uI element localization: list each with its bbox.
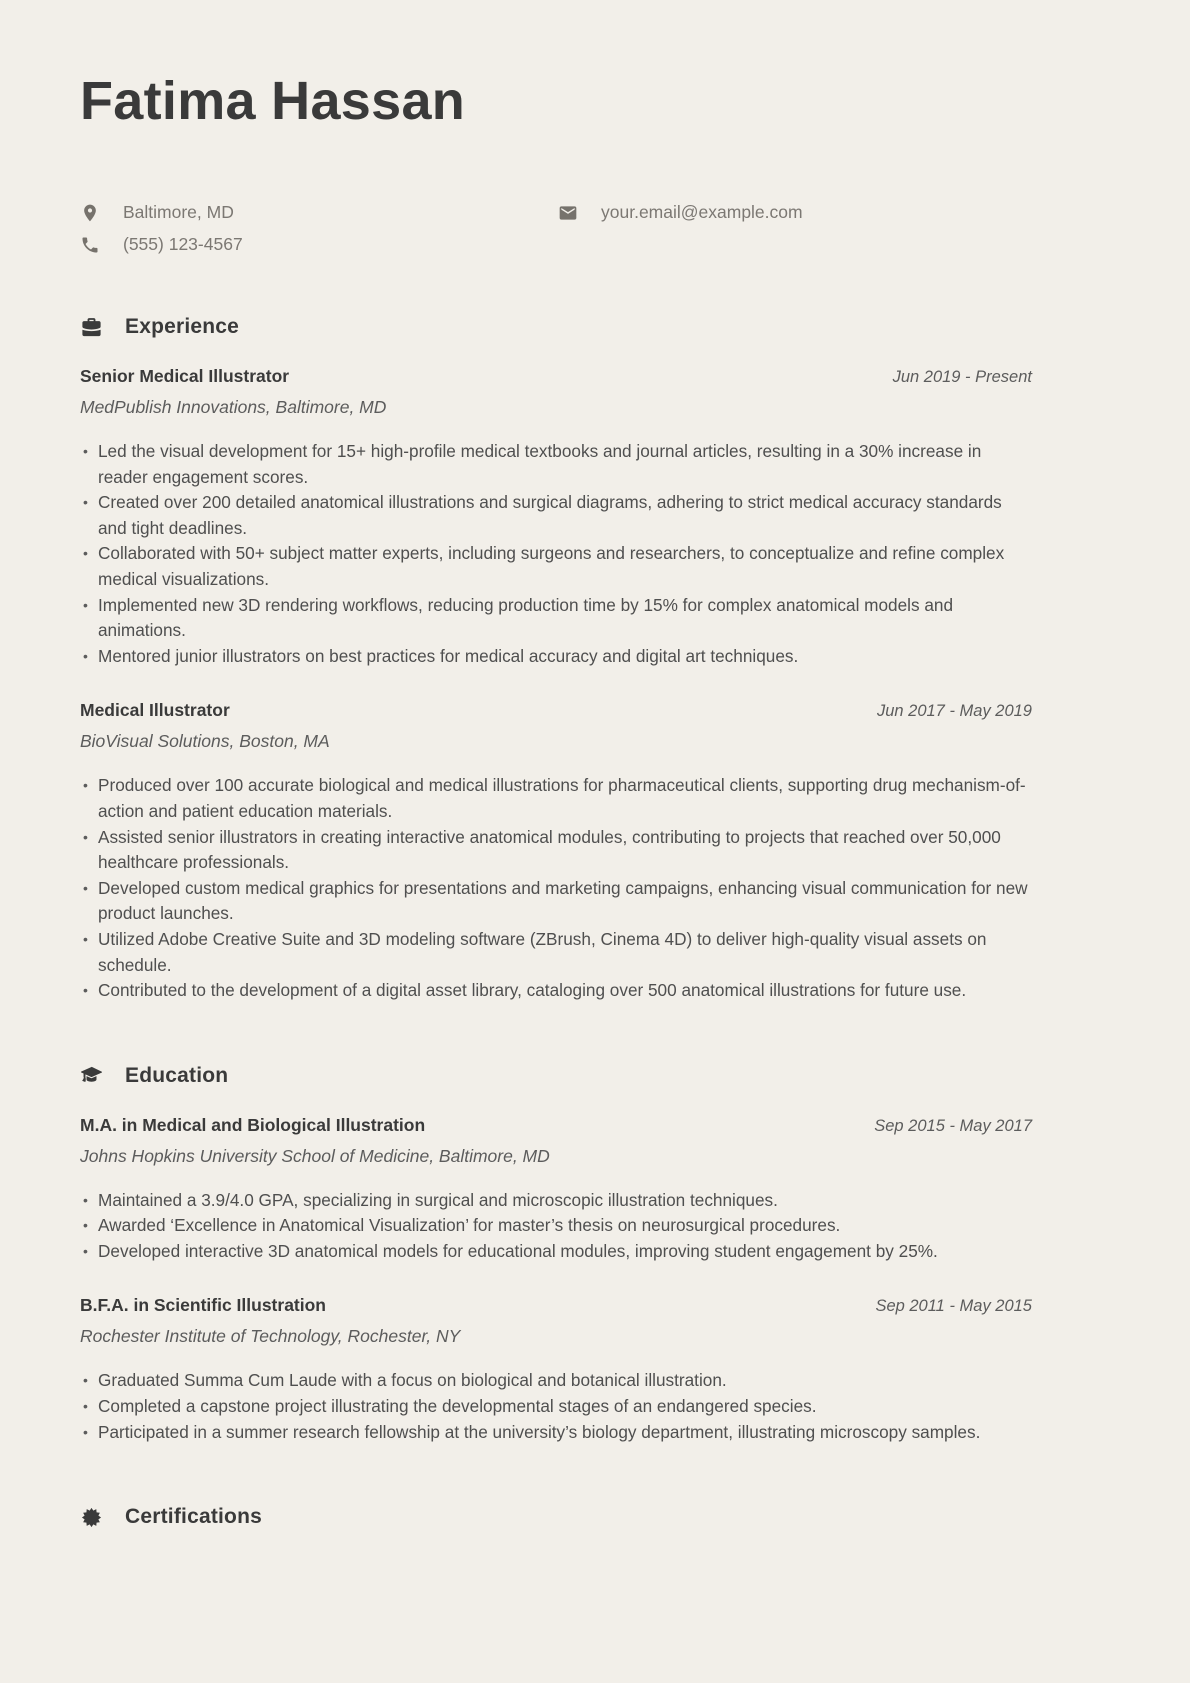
bullet-item: • Contributed to the development of a digital asset library, cataloging over 500 anatomical illustrations for future use. [80, 978, 1032, 1004]
education-header [80, 1064, 1032, 1088]
certifications-section [80, 1505, 1032, 1529]
certificate-seal-icon [80, 1506, 103, 1529]
bullet-item: • Completed a capstone project illustrating the developmental stages of an endangered species. [80, 1394, 1032, 1420]
bullet-item: • Developed interactive 3D anatomical models for educational modules, improving student engagement by 25%. [80, 1239, 1032, 1265]
education-section [80, 1064, 1032, 1446]
degree-school: Rochester Institute of Technology, Rochester, NY [80, 1326, 461, 1347]
bullet-item: • Developed custom medical graphics for presentations and marketing campaigns, enhancing visual communication for new product launches. [80, 876, 1032, 927]
bullet-item: • Produced over 100 accurate biological and medical illustrations for pharmaceutical clients, supporting drug mechanism-of-action and patient education materials. [80, 773, 1032, 824]
job-bullets [80, 773, 1032, 1003]
education-entry [80, 1295, 1032, 1445]
contact-info [80, 202, 1032, 255]
degree-bullets [80, 1368, 1032, 1445]
phone-icon [80, 235, 100, 255]
bullet-item: • Maintained a 3.9/4.0 GPA, specializing in surgical and microscopic illustration techniques. [80, 1188, 1032, 1214]
degree-header-row [80, 1115, 1032, 1136]
education-entry [80, 1115, 1032, 1265]
degree-title: B.F.A. in Scientific Illustration [80, 1295, 326, 1316]
job-company: BioVisual Solutions, Boston, MA [80, 731, 330, 752]
bullet-item: • Created over 200 detailed anatomical illustrations and surgical diagrams, adhering to strict medical accuracy standards and tight deadlines. [80, 490, 1032, 541]
degree-dates: Sep 2015 - May 2017 [874, 1116, 1032, 1135]
experience-title: Experience [125, 315, 240, 338]
bullet-item: • Assisted senior illustrators in creating interactive anatomical modules, contributing to projects that reached over 50,000 healthcare professionals. [80, 825, 1032, 876]
job-header-row [80, 366, 1032, 387]
degree-dates: Sep 2011 - May 2015 [875, 1297, 1032, 1316]
contact-email [558, 202, 1032, 223]
degree-bullets [80, 1188, 1032, 1265]
job-header-row [80, 700, 1032, 721]
bullet-item: • Collaborated with 50+ subject matter experts, including surgeons and researchers, to conceptualize and refine complex medical visualizations. [80, 541, 1032, 592]
graduation-cap-icon [80, 1064, 103, 1087]
job-dates: Jun 2019 - Present [892, 368, 1032, 386]
contact-phone-text: (555) 123-4567 [123, 234, 243, 254]
job-dates: Jun 2017 - May 2019 [876, 702, 1032, 721]
contact-location [80, 202, 558, 223]
bullet-item: • Graduated Summa Cum Laude with a focus on biological and botanical illustration. [80, 1368, 1032, 1394]
degree-title: M.A. in Medical and Biological Illustration [80, 1114, 426, 1135]
experience-header [80, 315, 1032, 339]
job-company: MedPublish Innovations, Baltimore, MD [80, 397, 387, 417]
contact-phone [80, 234, 558, 255]
job-title: Senior Medical Illustrator [80, 366, 290, 386]
bullet-item: • Mentored junior illustrators on best practices for medical accuracy and digital art techniques. [80, 644, 1032, 670]
contact-location-text: Baltimore, MD [123, 202, 234, 222]
certifications-title: Certifications [125, 1505, 262, 1529]
experience-entry [80, 366, 1032, 669]
contact-email-text: your.email@example.com [601, 202, 803, 222]
bullet-item: • Awarded ‘Excellence in Anatomical Visualization’ for master’s thesis on neurosurgical procedures. [80, 1213, 1032, 1239]
job-title: Medical Illustrator [80, 700, 230, 721]
bullet-item: • Participated in a summer research fellowship at the university’s biology department, illustrating microscopy samples. [80, 1420, 1032, 1446]
map-pin-icon [80, 203, 100, 223]
person-name: Fatima Hassan [80, 71, 466, 131]
briefcase-icon [80, 316, 103, 339]
certifications-header [80, 1505, 1032, 1529]
bullet-item: • Led the visual development for 15+ high-profile medical textbooks and journal articles, resulting in a 30% increase in reader engagement scores. [80, 439, 1032, 490]
experience-section [80, 315, 1032, 1004]
bullet-item: • Implemented new 3D rendering workflows, reducing production time by 15% for complex anatomical models and animations. [80, 593, 1032, 644]
experience-entry [80, 700, 1032, 1003]
bullet-item: • Utilized Adobe Creative Suite and 3D modeling software (ZBrush, Cinema 4D) to deliver high-quality visual assets on schedule. [80, 927, 1032, 978]
education-title: Education [125, 1063, 229, 1087]
degree-header-row [80, 1295, 1032, 1316]
degree-school: Johns Hopkins University School of Medicine, Baltimore, MD [80, 1145, 550, 1166]
envelope-icon [558, 203, 578, 223]
job-bullets [80, 439, 1032, 669]
